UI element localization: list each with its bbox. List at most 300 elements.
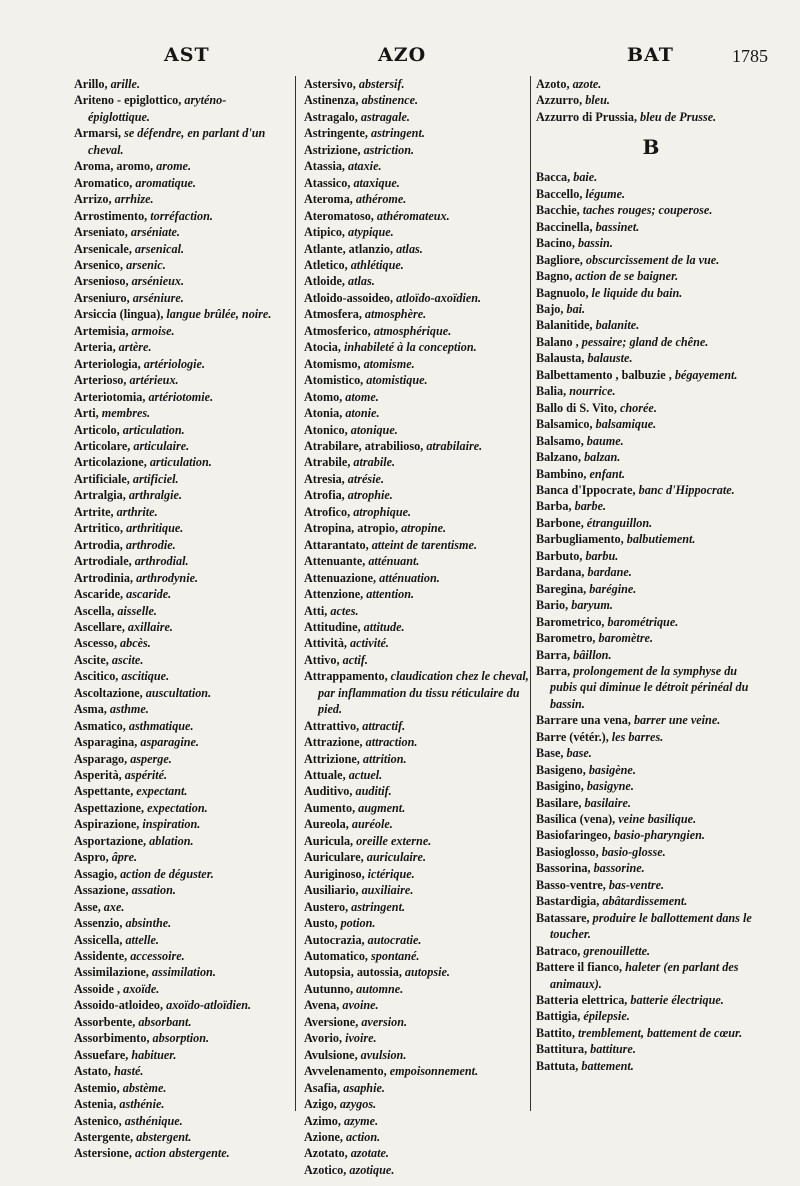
- dictionary-entry: [74, 290, 286, 306]
- entry-term: Battuta,: [536, 1058, 579, 1073]
- entry-definition: enfant.: [589, 466, 626, 481]
- dictionary-entry: [304, 718, 530, 734]
- entry-definition: banc d'Hippocrate.: [638, 482, 735, 497]
- dictionary-entry: [74, 981, 286, 997]
- entry-term: Atassico,: [304, 175, 351, 190]
- dictionary-entry: [74, 816, 286, 832]
- entry-term: Basso-ventre,: [536, 877, 606, 892]
- dictionary-entry: [304, 915, 530, 931]
- dictionary-entry: [304, 471, 530, 487]
- dictionary-entry: [304, 405, 530, 421]
- entry-term: Auricula,: [304, 833, 354, 848]
- entry-term: Arillo,: [74, 77, 108, 91]
- entry-definition: asaphie.: [343, 1080, 385, 1095]
- entry-definition: balbutiement.: [626, 532, 696, 547]
- entry-definition: axoïde.: [123, 981, 160, 996]
- entry-definition: auxiliaire.: [361, 883, 414, 898]
- entry-term: Basigino,: [536, 779, 584, 794]
- entry-term: Arsenioso,: [74, 274, 129, 289]
- dictionary-entry: [74, 734, 286, 750]
- dictionary-entry: [304, 339, 530, 355]
- dictionary-entry: [74, 191, 286, 207]
- dictionary-entry: [304, 1145, 530, 1161]
- dictionary-entry: [304, 1113, 530, 1129]
- dictionary-entry: [536, 795, 766, 811]
- entry-term: Ascellare,: [74, 619, 125, 634]
- entry-definition: balauste.: [587, 351, 633, 366]
- entry-definition: avulsion.: [360, 1047, 407, 1062]
- entry-definition: activité.: [350, 636, 389, 651]
- entry-term: Astergente,: [74, 1130, 134, 1144]
- dictionary-entry: [74, 339, 286, 355]
- dictionary-entry: [74, 273, 286, 289]
- entry-definition: attention.: [366, 587, 415, 602]
- entry-definition: battement.: [581, 1058, 634, 1073]
- dictionary-entry: [74, 1063, 286, 1079]
- entry-definition: membres.: [101, 406, 151, 421]
- entry-definition: atrophie.: [347, 488, 393, 503]
- dictionary-entry: [74, 92, 286, 125]
- entry-definition: expectant.: [136, 784, 188, 799]
- entry-term: Auditivo,: [304, 784, 353, 799]
- entry-term: Artrite,: [74, 504, 114, 519]
- entry-definition: aversion.: [361, 1014, 408, 1029]
- entry-definition: arséniure.: [132, 290, 184, 305]
- entry-term: Ascella,: [74, 603, 115, 618]
- entry-definition: baromètre.: [598, 631, 654, 646]
- entry-definition: bai.: [566, 301, 586, 316]
- dictionary-entry: [74, 356, 286, 372]
- entry-term: Attuale,: [304, 768, 346, 783]
- dictionary-entry: [304, 241, 530, 257]
- entry-definition: arome.: [156, 159, 192, 174]
- dictionary-entry: [74, 964, 286, 980]
- entry-definition: astragale.: [360, 109, 410, 124]
- entry-term: Atrabile,: [304, 455, 351, 470]
- dictionary-entry: [304, 1162, 530, 1178]
- dictionary-entry: [304, 1063, 530, 1079]
- entry-definition: absorption.: [152, 1031, 210, 1046]
- entry-definition: basilaire.: [584, 795, 631, 810]
- entry-term: Asafia,: [304, 1080, 341, 1095]
- dictionary-entry: [74, 438, 286, 454]
- entry-definition: légume.: [585, 186, 626, 201]
- entry-definition: action de déguster.: [120, 866, 214, 881]
- entry-definition: assimilation.: [151, 965, 216, 980]
- entry-term: Assoido-atloideo,: [74, 998, 164, 1013]
- entry-definition: atrophique.: [353, 504, 412, 519]
- entry-term: Basigeno,: [536, 762, 586, 777]
- dictionary-entry: [536, 400, 766, 416]
- entry-definition: torréfaction.: [150, 208, 213, 223]
- entry-term: Barbuto,: [536, 548, 583, 563]
- dictionary-entry: [536, 301, 766, 317]
- dictionary-entry: [304, 125, 530, 141]
- dictionary-entry: [74, 487, 286, 503]
- dictionary-entry: [74, 520, 286, 536]
- dictionary-entry: [74, 1096, 286, 1112]
- entry-definition: articulation.: [149, 455, 212, 470]
- entry-term: Auriculare,: [304, 850, 364, 865]
- entry-term: Auriginoso,: [304, 866, 365, 881]
- entry-definition: base.: [566, 746, 592, 761]
- dictionary-entry: [304, 981, 530, 997]
- entry-definition: langue brûlée, noire.: [166, 307, 272, 322]
- entry-definition: atome.: [345, 389, 379, 404]
- entry-term: Assimilazione,: [74, 965, 149, 980]
- column-3-entries: [536, 169, 766, 1074]
- entry-term: Attenuante,: [304, 554, 366, 569]
- dictionary-entry: [304, 372, 530, 388]
- entry-definition: astringent.: [371, 126, 425, 141]
- entry-definition: auréole.: [351, 817, 393, 832]
- entry-definition: taches rouges; couperose.: [582, 203, 713, 218]
- entry-term: Battito,: [536, 1025, 575, 1040]
- entry-definition: grenouillette.: [583, 943, 651, 958]
- entry-term: Arsiccia (lingua),: [74, 307, 164, 322]
- dictionary-entry: [536, 729, 766, 745]
- entry-term: Batraco,: [536, 943, 581, 958]
- dictionary-entry: [304, 997, 530, 1013]
- dictionary-column-1: [74, 76, 286, 1162]
- dictionary-entry: [304, 224, 530, 240]
- entry-definition: barégine.: [589, 581, 637, 596]
- entry-term: Artemisia,: [74, 323, 129, 338]
- dictionary-entry: [304, 882, 530, 898]
- entry-definition: bleu de Prusse.: [640, 109, 717, 124]
- entry-definition: axe.: [103, 899, 125, 914]
- entry-term: Artificiale,: [74, 471, 130, 486]
- dictionary-entry: [536, 630, 766, 646]
- entry-definition: athéromateux.: [376, 208, 450, 223]
- dictionary-entry: [74, 158, 286, 174]
- entry-definition: ictérique.: [367, 866, 415, 881]
- dictionary-entry: [536, 811, 766, 827]
- entry-term: Arseniuro,: [74, 290, 130, 305]
- entry-term: Asse,: [74, 899, 101, 914]
- dictionary-entry: [304, 1096, 530, 1112]
- entry-definition: auriculaire.: [366, 850, 427, 865]
- dictionary-column-2: [304, 76, 530, 1178]
- dictionary-entry: [304, 208, 530, 224]
- entry-term: Bacino,: [536, 236, 575, 251]
- entry-definition: veine basilique.: [618, 812, 697, 827]
- entry-definition: atomisme.: [363, 356, 415, 371]
- entry-definition: haleter (en parlant des animaux).: [550, 960, 739, 991]
- entry-term: Bastardigia,: [536, 894, 600, 909]
- entry-term: Atrabilare, atrabilioso,: [304, 438, 424, 453]
- dictionary-entry: [304, 356, 530, 372]
- entry-term: Battitura,: [536, 1042, 588, 1057]
- dictionary-entry: [536, 350, 766, 366]
- entry-definition: bassinet.: [595, 219, 640, 234]
- entry-definition: ablation.: [149, 833, 194, 848]
- dictionary-entry: [304, 783, 530, 799]
- entry-definition: ataxie.: [348, 159, 382, 174]
- entry-definition: azyme.: [343, 1113, 379, 1128]
- entry-definition: atrabile.: [353, 455, 396, 470]
- entry-term: Basioglosso,: [536, 844, 599, 859]
- entry-term: Atipico,: [304, 225, 345, 240]
- dictionary-entry: [304, 191, 530, 207]
- dictionary-entry: [536, 910, 766, 943]
- entry-term: Artrodinia,: [74, 570, 134, 585]
- entry-term: Astragalo,: [304, 109, 358, 124]
- dictionary-entry: [74, 619, 286, 635]
- dictionary-entry: [536, 992, 766, 1008]
- entry-definition: nourrice.: [569, 384, 616, 399]
- entry-definition: augment.: [358, 800, 406, 815]
- entry-term: Azotico,: [304, 1162, 347, 1177]
- entry-term: Autopsia, autossia,: [304, 965, 402, 980]
- entry-definition: prolongement de la symphyse du pubis qui diminue le détroit périnéal du bassin.: [550, 663, 749, 711]
- dictionary-entry: [536, 778, 766, 794]
- dictionary-entry: [304, 619, 530, 635]
- entry-definition: autopsie.: [404, 965, 450, 980]
- dictionary-entry: [74, 882, 286, 898]
- entry-definition: aromatique.: [135, 175, 196, 190]
- entry-definition: asparagine.: [140, 735, 199, 750]
- dictionary-entry: [74, 833, 286, 849]
- entry-term: Barbugliamento,: [536, 532, 624, 547]
- dictionary-entry: [74, 767, 286, 783]
- entry-term: Attrizione,: [304, 751, 360, 766]
- entry-term: Azigo,: [304, 1097, 337, 1112]
- entry-definition: absinthe.: [125, 916, 172, 931]
- entry-term: Baccello,: [536, 186, 583, 201]
- entry-term: Assidente,: [74, 949, 128, 964]
- entry-definition: abstème.: [122, 1080, 167, 1095]
- entry-definition: atonie.: [345, 406, 380, 421]
- entry-term: Arrizo,: [74, 192, 112, 207]
- entry-definition: barométrique.: [607, 614, 679, 629]
- entry-term: Astinenza,: [304, 93, 359, 108]
- entry-definition: athlétique.: [350, 257, 404, 272]
- entry-definition: basigène.: [588, 762, 636, 777]
- dictionary-entry: [74, 948, 286, 964]
- entry-term: Arsenico,: [74, 257, 124, 272]
- dictionary-entry: [304, 323, 530, 339]
- dictionary-entry: [536, 76, 766, 92]
- dictionary-entry: [304, 454, 530, 470]
- entry-definition: oreille externe.: [356, 833, 432, 848]
- entry-definition: aspérité.: [124, 768, 168, 783]
- entry-term: Assagio,: [74, 866, 118, 881]
- entry-term: Ateromatoso,: [304, 208, 374, 223]
- dictionary-entry: [304, 964, 530, 980]
- entry-term: Bagliore,: [536, 252, 583, 267]
- dictionary-entry: [536, 109, 766, 125]
- dictionary-entry: [304, 422, 530, 438]
- entry-definition: atlas.: [396, 241, 423, 256]
- entry-definition: arthralgie.: [128, 488, 182, 503]
- entry-definition: atteint de tarentisme.: [371, 537, 477, 552]
- entry-definition: azygos.: [339, 1097, 377, 1112]
- entry-term: Attrattivo,: [304, 718, 360, 733]
- entry-term: Autocrazia,: [304, 932, 365, 947]
- entry-term: Balausta,: [536, 351, 585, 366]
- entry-term: Baregina,: [536, 581, 587, 596]
- dictionary-entry: [536, 827, 766, 843]
- entry-term: Assorbimento,: [74, 1031, 150, 1046]
- dictionary-entry: [74, 751, 286, 767]
- dictionary-entry: [536, 367, 766, 383]
- dictionary-entry: [304, 487, 530, 503]
- dictionary-entry: [74, 1014, 286, 1030]
- entry-definition: astringent.: [351, 899, 406, 914]
- entry-definition: arthrodie.: [125, 537, 176, 552]
- entry-term: Ariteno - epiglottico,: [74, 93, 182, 108]
- entry-definition: bâillon.: [573, 647, 612, 662]
- dictionary-entry: [74, 668, 286, 684]
- entry-definition: artère.: [118, 340, 152, 355]
- dictionary-entry: [536, 186, 766, 202]
- entry-term: Barre (vétér.),: [536, 729, 609, 744]
- dictionary-entry: [74, 372, 286, 388]
- dictionary-entry: [74, 685, 286, 701]
- entry-term: Basiofaringeo,: [536, 828, 611, 843]
- entry-term: Azimo,: [304, 1113, 341, 1128]
- dictionary-entry: [74, 783, 286, 799]
- entry-term: Bambino,: [536, 466, 587, 481]
- entry-definition: ascite.: [111, 652, 144, 667]
- entry-term: Atassia,: [304, 159, 345, 174]
- dictionary-entry: [74, 635, 286, 651]
- dictionary-entry: [536, 235, 766, 251]
- entry-term: Bario,: [536, 598, 569, 613]
- column-3-top-entries: [536, 76, 766, 125]
- dictionary-entry: [74, 405, 286, 421]
- entry-definition: arthrodial.: [134, 554, 189, 569]
- section-letter: B: [642, 135, 660, 160]
- dictionary-entry: [304, 932, 530, 948]
- dictionary-entry: [304, 273, 530, 289]
- dictionary-entry: [536, 959, 766, 992]
- entry-term: Ascitico,: [74, 669, 119, 684]
- entry-definition: habituer.: [131, 1047, 177, 1062]
- dictionary-entry: [74, 932, 286, 948]
- entry-term: Barra,: [536, 647, 571, 662]
- dictionary-entry: [536, 893, 766, 909]
- entry-definition: articulaire.: [133, 438, 190, 453]
- dictionary-entry: [536, 285, 766, 301]
- entry-definition: barrer une veine.: [633, 713, 721, 728]
- entry-definition: attraction.: [365, 735, 418, 750]
- dictionary-entry: [304, 800, 530, 816]
- entry-definition: arsénieux.: [131, 274, 185, 289]
- dictionary-entry: [304, 603, 530, 619]
- entry-term: Austo,: [304, 916, 338, 931]
- entry-term: Arteriologia,: [74, 356, 141, 371]
- dictionary-entry: [74, 125, 286, 158]
- entry-term: Aspro,: [74, 850, 109, 865]
- entry-definition: attelle.: [125, 932, 159, 947]
- entry-term: Aspettazione,: [74, 800, 145, 815]
- dictionary-entry: [74, 1145, 286, 1161]
- entry-definition: baie.: [573, 170, 598, 185]
- entry-term: Avena,: [304, 998, 340, 1013]
- entry-definition: atonique.: [350, 422, 398, 437]
- entry-definition: autocratie.: [367, 932, 422, 947]
- dictionary-entry: [536, 943, 766, 959]
- entry-term: Battigia,: [536, 1009, 581, 1024]
- entry-term: Barrare una vena,: [536, 713, 631, 728]
- entry-definition: aisselle.: [117, 603, 157, 618]
- entry-term: Bardana,: [536, 565, 585, 580]
- entry-definition: asthme.: [109, 702, 149, 717]
- entry-definition: abstinence.: [361, 93, 419, 108]
- entry-term: Assorbente,: [74, 1014, 136, 1029]
- entry-definition: inhabileté à la conception.: [343, 340, 477, 355]
- dictionary-entry: [304, 504, 530, 520]
- entry-definition: expectation.: [147, 800, 208, 815]
- entry-term: Batteria elettrica,: [536, 993, 628, 1008]
- entry-term: Ateroma,: [304, 192, 353, 207]
- entry-definition: azote.: [572, 77, 602, 91]
- dictionary-entry: [74, 1129, 286, 1145]
- entry-term: Arterioso,: [74, 373, 127, 388]
- entry-term: Bassorina,: [536, 861, 591, 876]
- dictionary-entry: [536, 548, 766, 564]
- entry-term: Aroma, aromo,: [74, 159, 154, 174]
- entry-definition: atomistique.: [366, 373, 428, 388]
- entry-definition: basio-pharyngien.: [613, 828, 705, 843]
- dictionary-entry: [304, 668, 530, 717]
- entry-definition: action abstergente.: [134, 1146, 230, 1161]
- dictionary-entry: [536, 449, 766, 465]
- entry-term: Ausiliario,: [304, 883, 359, 898]
- entry-term: Attenzione,: [304, 587, 364, 602]
- entry-term: Astenia,: [74, 1097, 117, 1112]
- dictionary-entry: [74, 800, 286, 816]
- dictionary-entry: [74, 915, 286, 931]
- entry-term: Asportazione,: [74, 833, 147, 848]
- dictionary-entry: [74, 257, 286, 273]
- entry-definition: les barres.: [611, 729, 664, 744]
- entry-definition: artificiel.: [132, 471, 179, 486]
- dictionary-entry: [74, 1030, 286, 1046]
- entry-term: Assicella,: [74, 932, 123, 947]
- entry-term: Bajo,: [536, 301, 564, 316]
- dictionary-entry: [74, 422, 286, 438]
- entry-term: Balia,: [536, 384, 567, 399]
- entry-definition: absorbant.: [138, 1014, 192, 1029]
- entry-definition: actuel.: [348, 768, 383, 783]
- dictionary-entry: [304, 734, 530, 750]
- entry-definition: atmosphère.: [364, 307, 427, 322]
- entry-term: Base,: [536, 746, 564, 761]
- entry-term: Atmosfera,: [304, 307, 362, 322]
- entry-term: Azione,: [304, 1130, 343, 1144]
- dictionary-entry: [74, 652, 286, 668]
- entry-definition: arsenical.: [134, 241, 185, 256]
- entry-term: Atomismo,: [304, 356, 361, 371]
- entry-term: Azotato,: [304, 1146, 348, 1161]
- dictionary-entry: [536, 268, 766, 284]
- entry-definition: étranguillon.: [586, 515, 653, 530]
- dictionary-entry: [304, 1014, 530, 1030]
- entry-term: Arseniato,: [74, 225, 128, 240]
- entry-term: Attrappamento,: [304, 669, 388, 684]
- dictionary-entry: [304, 1047, 530, 1063]
- dictionary-entry: [304, 1030, 530, 1046]
- dictionary-entry: [304, 866, 530, 882]
- dictionary-entry: [304, 751, 530, 767]
- dictionary-entry: [304, 816, 530, 832]
- entry-term: Astemio,: [74, 1080, 120, 1095]
- dictionary-entry: [74, 323, 286, 339]
- dictionary-entry: [536, 712, 766, 728]
